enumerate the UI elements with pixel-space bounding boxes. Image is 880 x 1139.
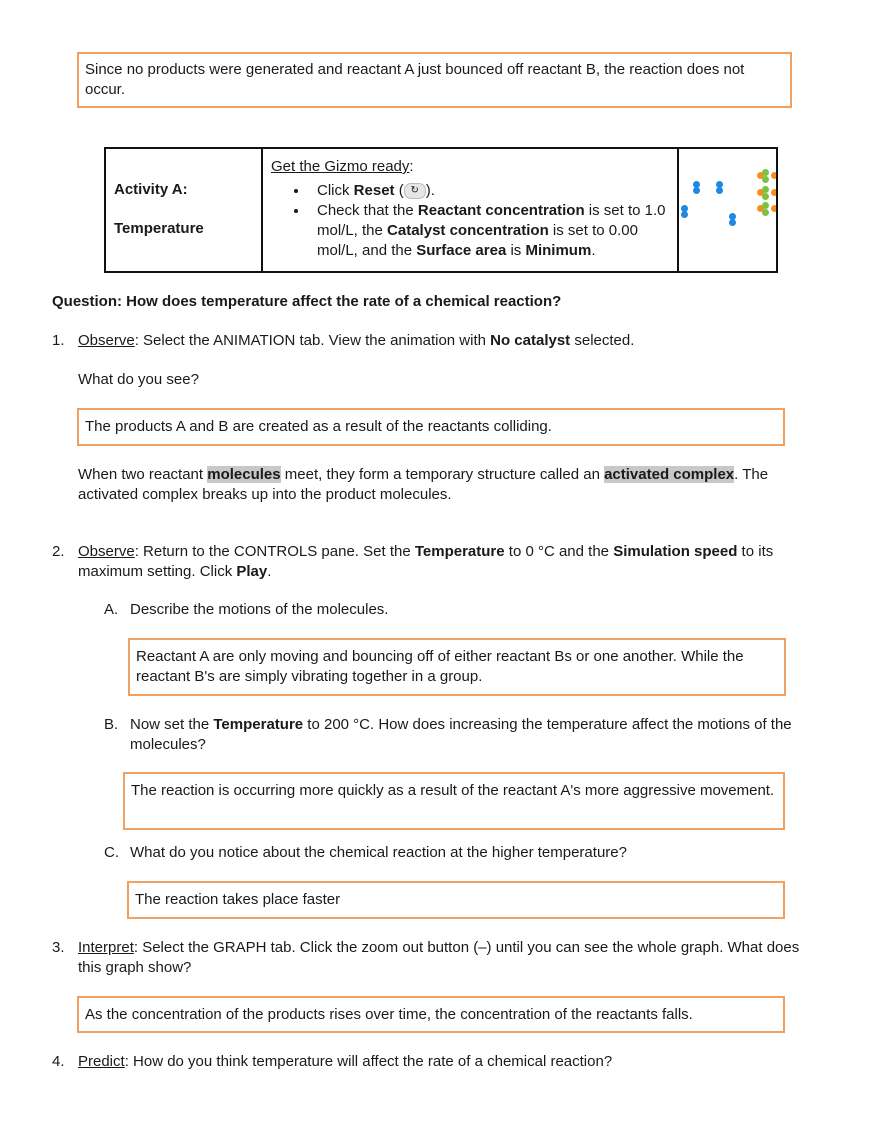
product-atom	[762, 176, 769, 183]
q2-text: Observe: Return to the CONTROLS pane. Set the Temperature to 0 °C and the Simulation speed to its maximum setting. Click Play.	[78, 543, 774, 580]
ready-label: Get the Gizmo ready:	[271, 158, 414, 175]
q3-text: Interpret: Select the GRAPH tab. Click the zoom out button (–) until you can see the whole graph. What does this graph show?	[78, 939, 800, 976]
activity-instructions-cell	[262, 148, 678, 272]
highlight-activated-complex: activated complex	[604, 466, 735, 483]
q1-number: 1.	[52, 332, 65, 349]
q2b-text: Now set the Temperature to 200 °C. How does increasing the temperature affect the motions of the molecules?	[130, 716, 792, 753]
activity-subtitle: Temperature	[114, 220, 204, 237]
answer-text: As the concentration of the products rises over time, the concentration of the reactants falls.	[85, 1006, 693, 1023]
answer-text: The reaction is occurring more quickly as a result of the reactant A's more aggressive movement.	[131, 782, 775, 799]
answer-box-q2a[interactable]	[128, 638, 786, 696]
answer-box-q2c[interactable]	[127, 881, 785, 919]
reactant-a-atom	[681, 211, 688, 218]
product-atom	[762, 209, 769, 216]
activity-title: Activity A:	[114, 181, 188, 198]
question-heading: Question: How does temperature affect the rate of a chemical reaction?	[52, 293, 562, 310]
molecule-animation-image	[679, 149, 776, 271]
q2-number: 2.	[52, 543, 65, 560]
answer-box-q2b[interactable]	[123, 772, 785, 830]
setup-step-reset: • Click Reset ( ↻ ).	[309, 181, 677, 201]
q2c-text: What do you notice about the chemical reaction at the higher temperature?	[130, 844, 627, 861]
q2b-letter: B.	[104, 716, 119, 733]
q3-number: 3.	[52, 939, 65, 956]
product-atom	[762, 169, 769, 176]
reset-icon: ↻	[404, 183, 426, 199]
q2a-letter: A.	[104, 601, 119, 618]
activity-table	[104, 147, 778, 273]
setup-list	[271, 181, 677, 261]
reactant-a-atom	[729, 219, 736, 226]
reactant-a-atom	[693, 187, 700, 194]
activity-title-cell	[105, 148, 262, 272]
q1-paragraph: When two reactant molecules meet, they form a temporary structure called an activated complex. The activated complex breaks up into the product molecules.	[78, 466, 769, 503]
product-atom	[762, 193, 769, 200]
setup-step-check: • Check that the Reactant concentration is set to 1.0 mol/L, the Catalyst concentration is set to 0.00 mol/L, and the Surface area is Minimum.	[309, 201, 677, 261]
q2a-text: Describe the motions of the molecules.	[130, 601, 389, 618]
reactant-a-atom	[716, 187, 723, 194]
highlight-molecules: molecules	[207, 466, 281, 483]
q2c-letter: C.	[104, 844, 119, 861]
q1-prompt: What do you see?	[78, 371, 199, 388]
answer-box-q3[interactable]	[77, 996, 785, 1033]
gizmo-image-cell	[678, 148, 777, 272]
product-atom	[762, 186, 769, 193]
answer-box-q1[interactable]	[77, 408, 785, 446]
q4-number: 4.	[52, 1053, 65, 1070]
product-atom	[762, 202, 769, 209]
answer-text: The reaction takes place faster	[135, 891, 341, 908]
q4-text: Predict: How do you think temperature will affect the rate of a chemical reaction?	[78, 1053, 613, 1070]
answer-text: The products A and B are created as a result of the reactants colliding.	[85, 418, 552, 435]
answer-box-intro[interactable]	[77, 52, 792, 108]
answer-text: Reactant A are only moving and bouncing off of either reactant Bs or one another. While the reactant B's are simply vibrating together in a group.	[136, 648, 744, 685]
answer-text: Since no products were generated and reactant A just bounced off reactant B, the reaction does not occur.	[85, 61, 745, 98]
q1-text: Observe: Select the ANIMATION tab. View the animation with No catalyst selected.	[78, 332, 635, 349]
